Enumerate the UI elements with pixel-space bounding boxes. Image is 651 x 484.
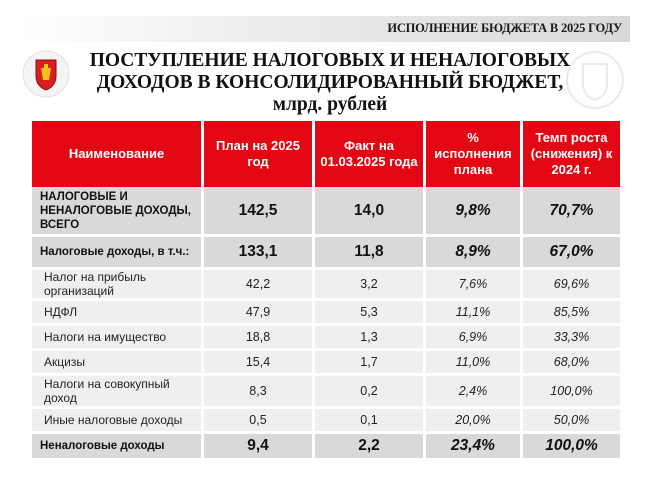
column-header-plan: План на 2025 год [204,121,315,187]
row-plan-cell: 42,2 [204,270,315,301]
row-name-cell: Налог на прибыль организаций [32,270,204,301]
row-plan-cell: 142,5 [204,187,315,237]
row-plan-cell: 15,4 [204,351,315,376]
row-percent-cell: 8,9% [426,237,523,270]
column-header-growth: Темп роста (снижения) к 2024 г. [523,121,620,187]
row-growth-cell: 85,5% [523,301,620,326]
revenue-table [32,121,620,461]
row-percent-cell: 6,9% [426,326,523,351]
table-row [32,326,620,351]
row-name-cell: НАЛОГОВЫЕ И НЕНАЛОГОВЫЕ ДОХОДЫ, ВСЕГО [32,187,204,237]
row-percent-cell: 23,4% [426,434,523,461]
row-fact-cell: 11,8 [315,237,426,270]
row-growth-cell: 67,0% [523,237,620,270]
table-row [32,301,620,326]
row-percent-cell: 2,4% [426,376,523,409]
row-fact-cell: 0,1 [315,409,426,434]
row-growth-cell: 33,3% [523,326,620,351]
row-name-cell: Иные налоговые доходы [32,409,204,434]
row-name-cell: Налоги на совокупный доход [32,376,204,409]
row-fact-cell: 0,2 [315,376,426,409]
table-row [32,270,620,301]
table-row [32,237,620,270]
coat-of-arms-icon [22,50,70,98]
row-percent-cell: 20,0% [426,409,523,434]
row-fact-cell: 1,7 [315,351,426,376]
column-header-fact: Факт на 01.03.2025 года [315,121,426,187]
row-growth-cell: 70,7% [523,187,620,237]
title-line-1: ПОСТУПЛЕНИЕ НАЛОГОВЫХ И НЕНАЛОГОВЫХ [89,50,571,71]
table-row [32,187,620,237]
row-name-cell: Неналоговые доходы [32,434,204,461]
row-plan-cell: 47,9 [204,301,315,326]
row-name-cell: Налоги на имущество [32,326,204,351]
row-growth-cell: 100,0% [523,434,620,461]
row-fact-cell: 5,3 [315,301,426,326]
row-name-cell: Акцизы [32,351,204,376]
row-plan-cell: 8,3 [204,376,315,409]
table-row [32,376,620,409]
row-name-cell: Налоговые доходы, в т.ч.: [32,237,204,270]
row-growth-cell: 100,0% [523,376,620,409]
row-fact-cell: 2,2 [315,434,426,461]
table-header-row [32,121,620,187]
row-plan-cell: 9,4 [204,434,315,461]
banner-text: ИСПОЛНЕНИЕ БЮДЖЕТА В 2025 ГОДУ [387,21,622,35]
row-growth-cell: 68,0% [523,351,620,376]
row-plan-cell: 0,5 [204,409,315,434]
row-percent-cell: 7,6% [426,270,523,301]
row-plan-cell: 133,1 [204,237,315,270]
row-fact-cell: 1,3 [315,326,426,351]
row-percent-cell: 9,8% [426,187,523,237]
row-fact-cell: 14,0 [315,187,426,237]
row-percent-cell: 11,0% [426,351,523,376]
title-line-2: ДОХОДОВ В КОНСОЛИДИРОВАННЫЙ БЮДЖЕТ, [96,72,564,93]
row-name-cell: НДФЛ [32,301,204,326]
page-title [80,50,580,116]
column-header-percent: % исполнения плана [426,121,523,187]
table-row [32,434,620,461]
row-growth-cell: 69,6% [523,270,620,301]
row-percent-cell: 11,1% [426,301,523,326]
section-banner [20,16,630,42]
row-plan-cell: 18,8 [204,326,315,351]
table-row [32,409,620,434]
column-header-name: Наименование [32,121,204,187]
table-body [32,187,620,461]
title-line-3: млрд. рублей [272,94,388,115]
row-fact-cell: 3,2 [315,270,426,301]
table-row [32,351,620,376]
row-growth-cell: 50,0% [523,409,620,434]
